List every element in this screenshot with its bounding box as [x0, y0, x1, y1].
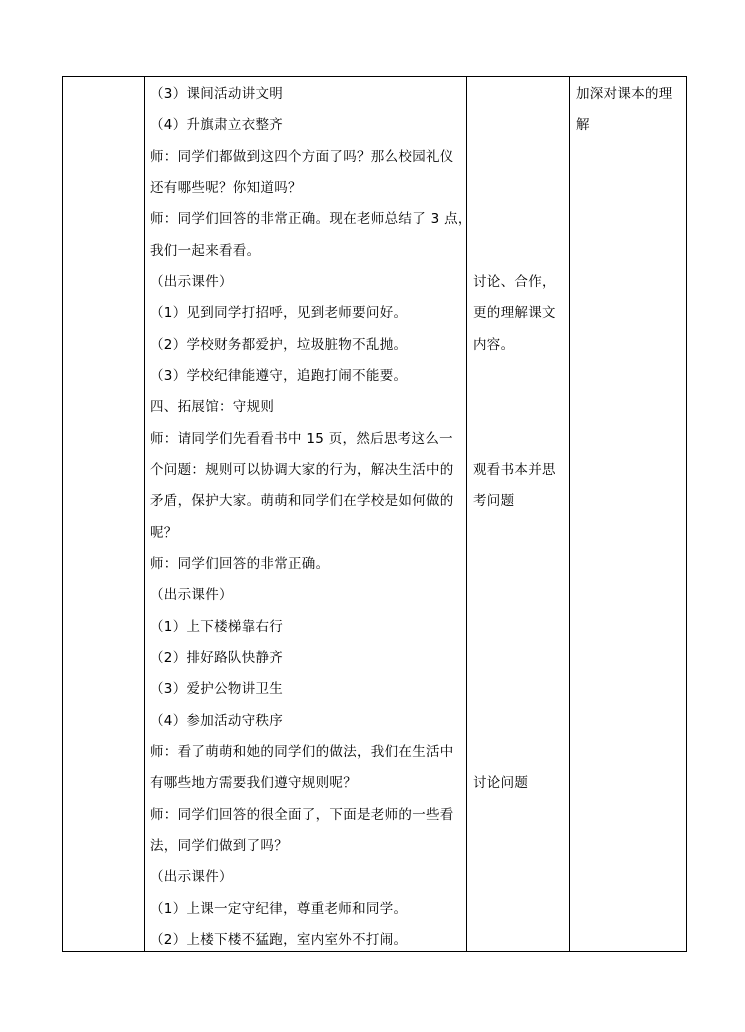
- activity-line: 观看书本并思: [473, 462, 556, 478]
- purpose-line: 解: [576, 117, 590, 133]
- process-line: 矛盾，保护大家。萌萌和同学们在学校是如何做的: [150, 493, 454, 509]
- activity-line: 更的理解课文: [473, 305, 556, 321]
- process-line: 师：同学们回答的很全面了，下面是老师的一些看: [150, 807, 454, 823]
- process-line: 还有哪些呢？你知道吗？: [150, 180, 302, 196]
- activity-line: 考问题: [473, 493, 515, 509]
- process-line: （1）上课一定守纪律，尊重老师和同学。: [150, 901, 408, 917]
- table-row: [63, 77, 687, 952]
- process-line: （出示课件）: [150, 587, 233, 603]
- process-line: （3）课间活动讲文明: [150, 86, 284, 102]
- process-line: 我们一起来看看。: [150, 243, 261, 259]
- design-purpose-cell: [570, 77, 687, 952]
- activity-line: 内容。: [473, 337, 515, 353]
- process-line: 法，同学们做到了吗？: [150, 838, 288, 854]
- process-line: 师：同学们回答的非常正确。: [150, 556, 330, 572]
- process-line: （3）爱护公物讲卫生: [150, 681, 284, 697]
- section-heading: 四、拓展馆：守规则: [150, 399, 275, 415]
- activity-line: 讨论问题: [473, 775, 529, 791]
- process-line: （2）排好路队快静齐: [150, 650, 284, 666]
- process-line: （3）学校纪律能遵守，追跑打闹不能要。: [150, 368, 408, 384]
- process-line: 师：同学们回答的非常正确。现在老师总结了 3 点，: [150, 211, 472, 227]
- student-activity-cell: [467, 77, 570, 952]
- blank-left-cell: [63, 77, 145, 952]
- process-line: 师：看了萌萌和她的同学们的做法，我们在生活中: [150, 744, 454, 760]
- process-line: （1）上下楼梯靠右行: [150, 619, 284, 635]
- process-line: （2）学校财务都爱护，垃圾脏物不乱抛。: [150, 337, 408, 353]
- process-line: 师：同学们都做到这四个方面了吗？那么校园礼仪: [150, 149, 454, 165]
- activity-line: 讨论、合作，: [473, 274, 556, 290]
- process-line: 呢？: [150, 525, 178, 541]
- process-line: （1）见到同学打招呼，见到老师要问好。: [150, 305, 408, 321]
- process-line: 个问题：规则可以协调大家的行为，解决生活中的: [150, 462, 454, 478]
- process-line: （2）上楼下楼不猛跑，室内室外不打闹。: [150, 932, 408, 948]
- purpose-line: 加深对课本的理: [576, 86, 673, 102]
- process-line: （出示课件）: [150, 274, 233, 290]
- process-line: 师：请同学们先看看书中 15 页，然后思考这么一: [150, 431, 453, 447]
- lesson-plan-table: [62, 76, 687, 952]
- process-line: 有哪些地方需要我们遵守规则呢？: [150, 775, 357, 791]
- teaching-process-cell: [145, 77, 472, 952]
- process-line: （4）参加活动守秩序: [150, 713, 284, 729]
- process-line: （4）升旗肃立衣整齐: [150, 117, 284, 133]
- process-line: （出示课件）: [150, 869, 233, 885]
